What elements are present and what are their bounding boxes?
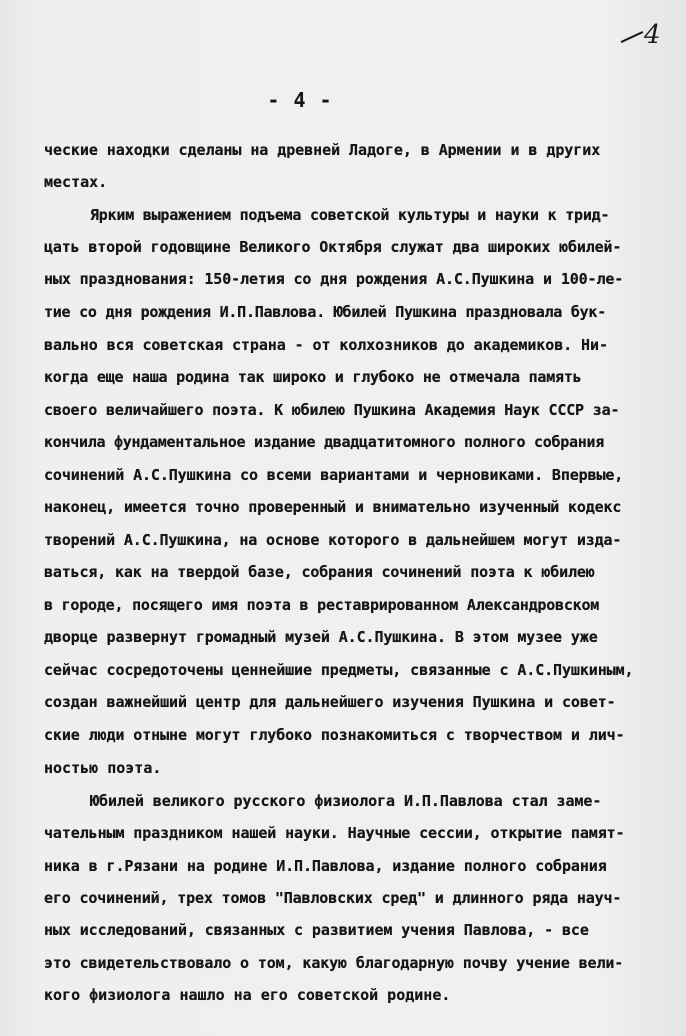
text-line: наконец, имеется точно проверенный и внимательно изученный кодекс <box>44 498 622 516</box>
text-line: тие со дня рождения И.П.Павлова. Юбилей Пушкина праздновала бук- <box>44 303 606 321</box>
folio-number: 4 <box>644 20 661 50</box>
text-line: кого физиолога нашло на его советской родине. <box>44 986 451 1004</box>
text-line: вально вся советская страна - от колхозников до академиков. Ни- <box>44 336 608 354</box>
text-line: ных исследований, связанных с развитием учения Павлова, - все <box>44 921 589 939</box>
strikethrough-mark <box>621 31 644 43</box>
text-line: это свидетельствовало о том, какую благодарную почву учение вели- <box>44 954 624 972</box>
text-line: в городе, посящего имя поэта в реставрированном Александровском <box>44 596 600 614</box>
text-line: ностью поэта. <box>44 759 162 777</box>
text-line: местах. <box>44 173 108 191</box>
page-number: - 4 - <box>267 88 333 112</box>
text-line: Ярким выражением подъема советской культуры и науки к трид- <box>90 206 610 224</box>
text-line: сочинений А.С.Пушкина со всеми вариантами и черновиками. Впервые, <box>44 466 624 484</box>
text-line: своего величайшего поэта. К юбилею Пушкина Академия Наук СССР за- <box>44 401 620 419</box>
text-line: когда еще наша родина так широко и глубоко не отмечала память <box>44 368 582 386</box>
text-line: кончила фундаментальное издание двадцатитомного полного собрания <box>44 433 605 451</box>
text-line: творений А.С.Пушкина, на основе которого в дальнейшем могут изда- <box>44 531 622 549</box>
text-line: Юбилей великого русского физиолога И.П.Павлова стал заме- <box>90 792 602 810</box>
text-line: его сочинений, трех томов "Павловских сред" и длинного ряда науч- <box>44 889 622 907</box>
text-line: цать второй годовщине Великого Октября служат два широких юбилей- <box>44 238 622 256</box>
text-line: чательным праздником нашей науки. Научные сессии, открытие памят- <box>44 824 625 842</box>
text-line: создан важнейший центр для дальнейшего изучения Пушкина и совет- <box>44 693 616 711</box>
text-line: сейчас сосредоточены ценнейшие предметы, связанные с А.С.Пушкиным, <box>44 661 634 679</box>
text-line: дворце развернут громадный музей А.С.Пушкина. В этом музее уже <box>44 628 598 646</box>
text-line: ские люди отныне могут глубоко познакомиться с творчеством и лич- <box>44 726 625 744</box>
text-line: ческие находки сделаны на древней Ладоге, в Армении и в других <box>44 141 601 159</box>
text-line: ных празднования: 150-летия со дня рождения А.С.Пушкина и 100-ле- <box>44 270 624 288</box>
text-line: ника в г.Рязани на родине И.П.Павлова, издание полного собрания <box>44 857 607 875</box>
handwritten-folio-mark <box>620 18 672 64</box>
text-line: ваться, как на твердой базе, собрания сочинений поэта к юбилею <box>44 563 595 581</box>
